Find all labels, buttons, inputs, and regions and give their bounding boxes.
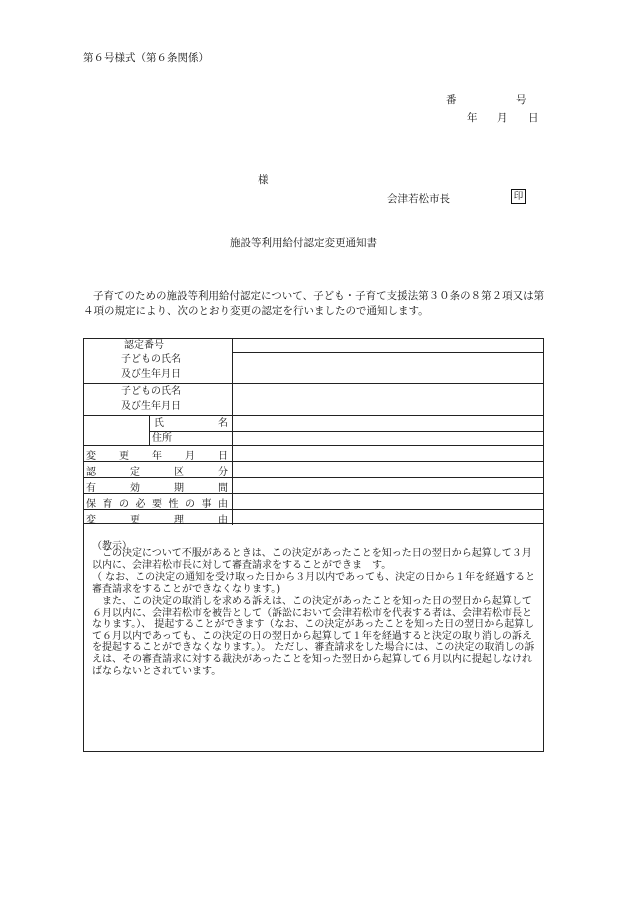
- address-label: 住所: [152, 433, 172, 444]
- child-name-label: 子どもの氏名: [121, 354, 181, 365]
- document-title: 施設等利用給付認定変更通知書: [230, 237, 377, 249]
- notice-paragraph-1: この決定について不服があるときは、この決定があったことを知った日の翌日から起算して３月以内に、会津若松市長に対して審査請求をすることができま す。: [92, 548, 532, 571]
- issuer-name: 会津若松市長: [387, 193, 450, 205]
- intro-paragraph: 子育てのための施設等利用給付認定について、子ども・子育て支援法第３０条の８第２項又は第４項の規定により、次のとおり変更の認定を行いましたので通知します。: [83, 290, 545, 317]
- child-birth-label: 及び生年月日: [121, 369, 181, 380]
- notice-heading: （教示）: [92, 541, 132, 552]
- guardian-name-label-b: 名: [218, 418, 228, 429]
- reason-label: 変 更 理 由: [86, 515, 228, 526]
- number-suffix: 号: [516, 94, 527, 106]
- notice-paragraph-2: （ なお、この決定の通知を受け取った日から３月以内であっても、決定の日から１年を経過すると審査請求をすることができなくなります。): [92, 572, 536, 595]
- guardian-name-label-a: 氏: [154, 418, 164, 429]
- cert-number-label: 認定番号: [124, 340, 164, 351]
- info-table: [83, 338, 544, 524]
- necessity-label: 保 育 の 必 要 性 の 事 由: [86, 499, 228, 510]
- notice-paragraph-3: また、この決定の取消しを求める訴えは、この決定があったことを知った日の翌日から起算して６月以内に、会津若松市を被告として（訴訟において会津若松市を代表する者は、会津若松市長となります。）、 提起することができます（なお、この決定があったことを知った日の翌日から起算して６月以内であっても、この決定の日の翌日から起算して１年を経過すると決定の取り消しの訴えを提起することができなくなります。）。 ただし、審査請求をした場合には、この決定の取消しの訴えは、その審査請求に対する裁決があったことを知った翌日から起算して６月以内に提起しなければならないとされています。: [92, 596, 535, 677]
- number-label: 番: [446, 94, 457, 106]
- date-day: 日: [528, 112, 539, 124]
- child-name-label-2: 子どもの氏名: [121, 386, 181, 397]
- child-birth-label-2: 及び生年月日: [121, 401, 181, 412]
- category-label: 認 定 区 分: [86, 467, 228, 478]
- change-date-label: 変 更 年 月 日: [86, 451, 228, 462]
- validity-label: 有 効 期 間: [86, 483, 228, 494]
- notice-box: [83, 523, 544, 752]
- seal-mark: 印: [511, 189, 526, 204]
- date-month: 月: [497, 112, 508, 124]
- date-year: 年: [467, 112, 478, 124]
- form-number: 第６号様式（第６条関係）: [83, 52, 209, 64]
- recipient-suffix: 様: [258, 174, 269, 186]
